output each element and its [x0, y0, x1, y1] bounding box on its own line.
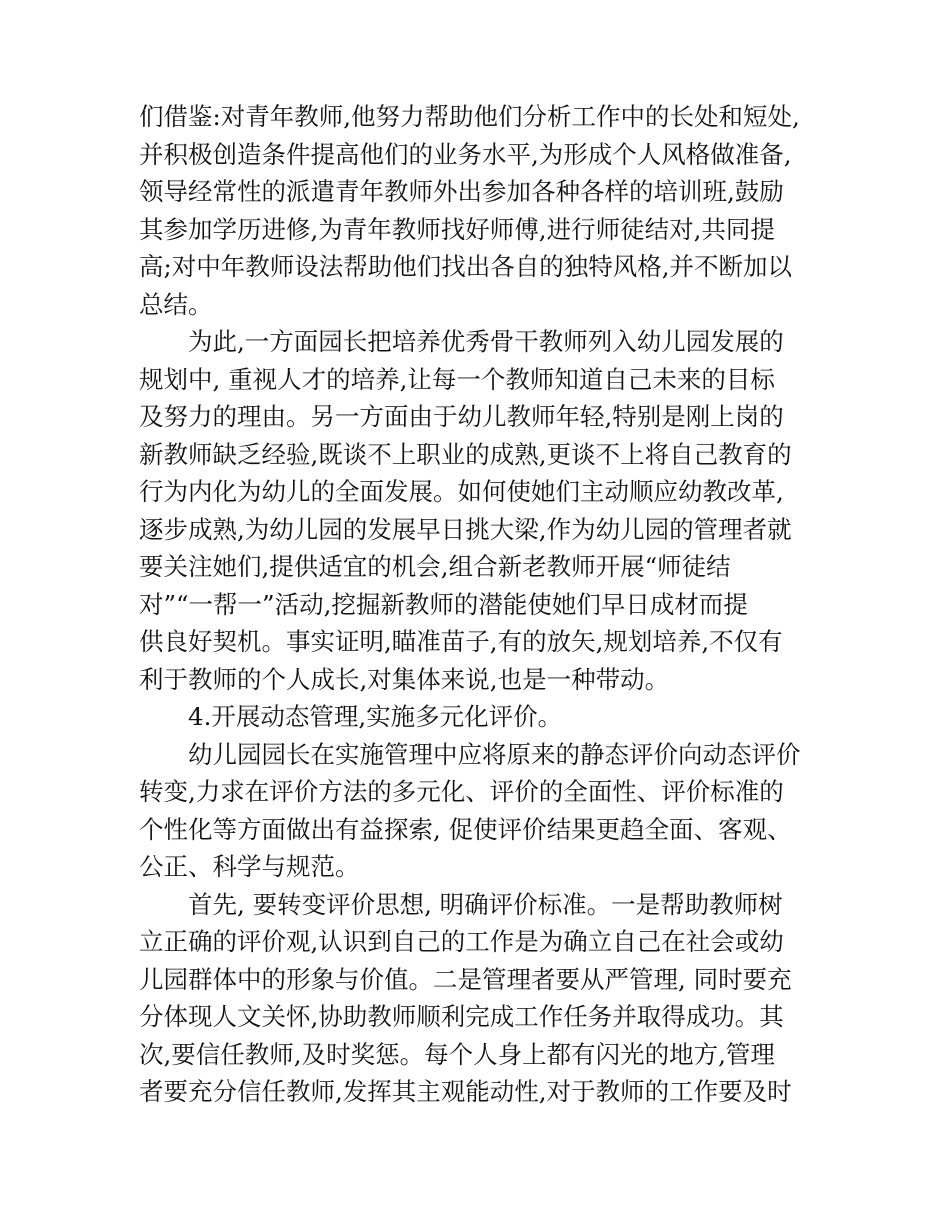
- text-line: 新教师缺乏经验,既谈不上职业的成熟,更谈不上将自己教育的: [139, 439, 792, 469]
- text-line: 们借鉴:对青年教师,他努力帮助他们分析工作中的长处和短处,: [139, 102, 800, 131]
- paragraph-first-line: 幼儿园园长在实施管理中应将原来的静态评价向动态评价: [188, 739, 801, 769]
- text-line: 利于教师的个人成长,对集体来说,也是一种带动。: [139, 664, 670, 694]
- text-line: 立正确的评价观,认识到自己的工作是为确立自己在社会或幼: [139, 927, 784, 956]
- text-line: 逐步成熟,为幼儿园的发展早日挑大梁,作为幼儿园的管理者就: [139, 514, 792, 544]
- text-line: 规划中, 重视人才的培养,让每一个教师知道自己未来的目标: [139, 364, 775, 394]
- text-line: 高;对中年教师设法帮助他们找出各自的独特风格,并不断加以: [139, 252, 793, 281]
- text-line: 供良好契机。事实证明,瞄准苗子,有的放矢,规划培养,不仅有: [139, 627, 783, 656]
- text-line: 总结。: [139, 289, 213, 319]
- paragraph-first-line: 为此,一方面园长把培养优秀骨干教师列入幼儿园发展的: [188, 327, 784, 356]
- text-line: 其参加学历进修,为青年教师找好师傅,进行师徒结对,共同提: [139, 214, 775, 244]
- text-line: 者要充分信任教师,发挥其主观能动性,对于教师的工作要及时: [139, 1077, 792, 1106]
- document-body: [139, 98, 819, 1111]
- text-line: 行为内化为幼儿的全面发展。如何使她们主动顺应幼教改革,: [139, 477, 784, 506]
- text-line: 要关注她们,提供适宜的机会,组合新老教师开展“师徒结: [139, 552, 731, 581]
- section-heading: 4.开展动态管理,实施多元化评价。: [188, 702, 563, 731]
- text-line: 儿园群体中的形象与价值。二是管理者要从严管理, 同时要充: [139, 964, 792, 994]
- text-line: 及努力的理由。另一方面由于幼儿教师年轻,特别是刚上岗的: [139, 402, 784, 431]
- text-line: 公正、科学与规范。: [139, 852, 360, 881]
- text-line: 转变,力求在评价方法的多元化、评价的全面性、评价标准的: [139, 777, 784, 806]
- text-line: 分体现人文关怀,协助教师顺利完成工作任务并取得成功。其: [139, 1002, 784, 1031]
- paragraph-first-line: 首先, 要转变评价思想, 明确评价标准。一是帮助教师树: [188, 889, 783, 919]
- text-line: 领导经常性的派遣青年教师外出参加各种各样的培训班,鼓励: [139, 177, 784, 206]
- text-line: 个性化等方面做出有益探索, 促使评价结果更趋全面、客观、: [139, 814, 792, 844]
- text-line: 次,要信任教师,及时奖惩。每个人身上都有闪光的地方,管理: [139, 1039, 775, 1069]
- text-line: 并积极创造条件提高他们的业务水平,为形成个人风格做准备,: [139, 139, 792, 169]
- text-line: 对”“一帮一”活动,挖掘新教师的潜能使她们早日成材而提: [139, 589, 748, 619]
